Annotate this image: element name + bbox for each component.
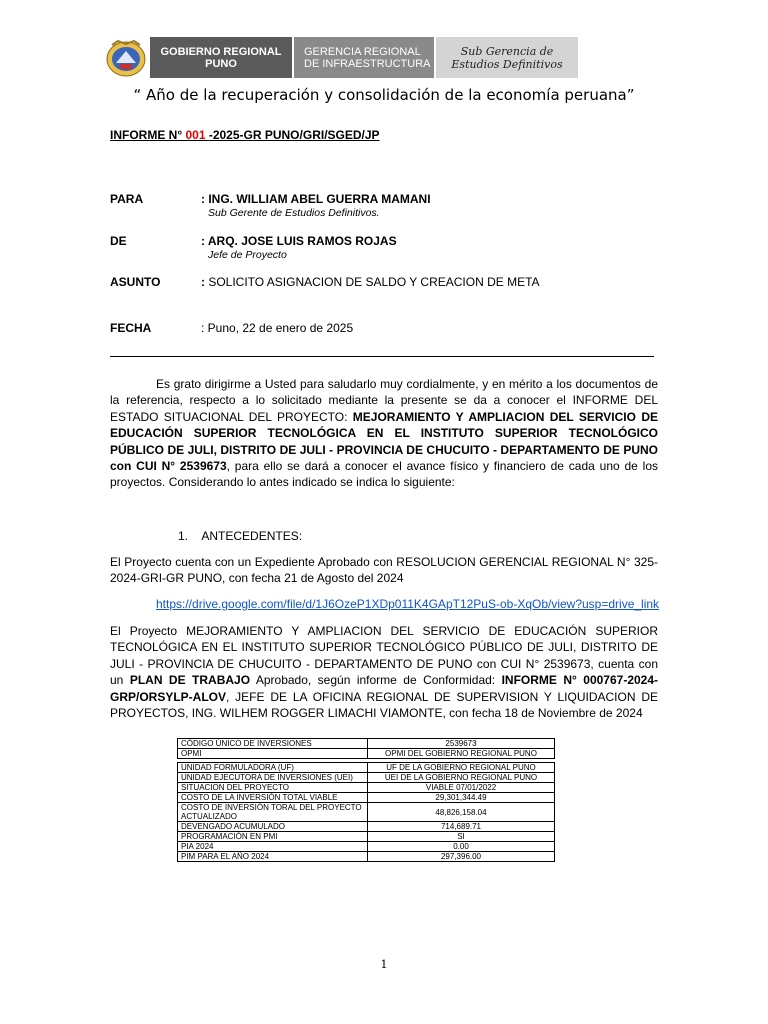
- plan-text-a: El Proyecto MEJORAMIENTO Y AMPLIACION DEL SERVICIO DE EDUCACIÓN SUPERIOR TECNOLÓGICA EN EL INSTITUTO SUPERIOR TECNOLÓGICO PÚBLICO DE JULI, DISTRITO DE JULI - PROVINCIA DE CHUCUITO - DEPARTAMENTO DE PUNO con CUI N° 2539673, cuenta con un: [110, 624, 658, 688]
- table-cell-key: UNIDAD EJECUTORA DE INVERSIONES (UEI): [178, 773, 368, 783]
- para-value: [201, 192, 431, 206]
- intro-text-a: Es grato dirigirme a Usted para saludarlo muy cordialmente, y en mérito a los documentos de la referencia, respecto a lo solicitado mediante la presente se da a conocer el INFORME DEL ESTADO SITUACIONAL DEL PROYECTO:: [110, 377, 658, 424]
- antecedentes-paragraph: El Proyecto cuenta con un Expediente Aprobado con RESOLUCION GERENCIAL REGIONAL N° 325-2024-GRI-GR PUNO, con fecha 21 de Agosto del 2024: [110, 555, 658, 586]
- table-row: [178, 822, 555, 832]
- table-cell-key: UNIDAD FORMULADORA (UF): [178, 763, 368, 773]
- report-title-prefix: INFORME N°: [110, 128, 186, 142]
- table-cell-value: 297,396.00: [368, 852, 555, 862]
- letterhead: [102, 37, 578, 78]
- drive-link[interactable]: https://drive.google.com/file/d/1J6OzeP1XDp011K4GApT12PuS-ob-XqOb/view?usp=drive_link: [156, 597, 660, 611]
- sub-gerencia-block: [436, 37, 578, 78]
- report-title: [110, 128, 380, 142]
- table-cell-value: 714,689.71: [368, 822, 555, 832]
- table-row: [178, 773, 555, 783]
- table-row: [178, 832, 555, 842]
- fecha-label: FECHA: [110, 321, 152, 335]
- gerencia-infraestructura-block: [294, 37, 434, 78]
- header-line: GERENCIA REGIONAL: [304, 45, 421, 58]
- report-title-suffix: -2025-GR PUNO/GRI/SGED/JP: [208, 128, 380, 142]
- project-name-bold: MEJORAMIENTO Y AMPLIACION DEL SERVICIO DE EDUCACIÓN SUPERIOR TECNOLÓGICA EN EL INSTITUTO SUPERIOR TECNOLÓGICO PÚBLICO DE JULI, DISTRITO DE JULI - PROVINCIA DE CHUCUITO - DEPARTAMENTO DE PUNO con CUI N° 2539673: [110, 409, 658, 474]
- table-row: [178, 793, 555, 803]
- table-cell-value: UEI DE LA GOBIERNO REGIONAL PUNO: [368, 773, 555, 783]
- table-row: [178, 852, 555, 862]
- asunto-colon: :: [201, 275, 205, 289]
- de-name: : ARQ. JOSE LUIS RAMOS ROJAS: [201, 234, 397, 248]
- fecha-value: : Puno, 22 de enero de 2025: [201, 321, 354, 335]
- section-title: ANTECEDENTES:: [201, 529, 303, 543]
- table-cell-key: PIA 2024: [178, 842, 368, 852]
- table-cell-key: OPMI: [178, 749, 368, 759]
- table-cell-value: OPMI DEL GOBIERNO REGIONAL PUNO: [368, 749, 555, 759]
- table-cell-value: 0.00: [368, 842, 555, 852]
- table-cell-value: 48,826,158.04: [368, 803, 555, 822]
- table-cell-value: 2539673: [368, 739, 555, 749]
- table-row: [178, 842, 555, 852]
- table-cell-key: DEVENGADO ACUMULADO: [178, 822, 368, 832]
- section-number: 1.: [178, 529, 189, 543]
- table-row: [178, 803, 555, 822]
- table-cell-key: SITUACION DEL PROYECTO: [178, 783, 368, 793]
- page-number: 1: [380, 958, 388, 971]
- plan-text-c: Aprobado, según informe de Conformidad:: [250, 673, 502, 688]
- informe-conformidad-bold: INFORME N° 000767-2024-GRP/ORSYLP-ALOV: [110, 673, 659, 704]
- de-position: Jefe de Proyecto: [208, 249, 287, 261]
- intro-text-c: , para ello se dará a conocer el avance físico y financiero de cada uno de los proyectos. Considerando lo antes indicado se indica lo siguiente:: [110, 459, 658, 490]
- table-row: [178, 783, 555, 793]
- header-line: PUNO: [205, 57, 237, 70]
- asunto-text: SOLICITO ASIGNACION DE SALDO Y CREACION DE META: [205, 275, 540, 289]
- gobierno-regional-block: [150, 37, 292, 78]
- asunto-value: [201, 275, 540, 289]
- report-number: 001: [185, 128, 209, 142]
- table-cell-value: 29,301,344.49: [368, 793, 555, 803]
- plan-text-e: , JEFE DE LA OFICINA REGIONAL DE SUPERVISION Y LIQUIDACION DE PROYECTOS, ING. WILHEM ROGGER LIMACHI VIAMONTE, con fecha 18 de Noviembre de 2024: [110, 689, 658, 721]
- regional-seal-logo: [102, 37, 150, 78]
- header-line: GOBIERNO REGIONAL: [160, 45, 282, 58]
- para-label: PARA: [110, 192, 144, 206]
- table-cell-key: COSTO DE INVERSIÓN TORAL DEL PROYECTO ACTUALIZADO: [178, 803, 368, 822]
- header-line: Estudios Definitivos: [451, 57, 563, 71]
- para-name: : ING. WILLIAM ABEL GUERRA MAMANI: [201, 192, 431, 206]
- table-cell-key: CÓDIGO ÚNICO DE INVERSIONES: [178, 739, 368, 749]
- table-cell-value: SI: [368, 832, 555, 842]
- table-row: [178, 763, 555, 773]
- table-cell-key: COSTO DE LA INVERSIÓN TOTAL VIABLE: [178, 793, 368, 803]
- intro-paragraph: [110, 376, 658, 491]
- table-cell-key: PROGRAMACIÓN EN PMI: [178, 832, 368, 842]
- table-row: [178, 739, 555, 749]
- table-cell-value: UF DE LA GOBIERNO REGIONAL PUNO: [368, 763, 555, 773]
- year-motto: “ Año de la recuperación y consolidación de la economía peruana”: [133, 86, 635, 104]
- section-heading: [178, 529, 302, 543]
- asunto-label: ASUNTO: [110, 275, 161, 289]
- plan-paragraph: [110, 623, 658, 721]
- header-line: Sub Gerencia de: [460, 44, 554, 58]
- plan-de-trabajo-bold: PLAN DE TRABAJO: [129, 673, 251, 688]
- header-line: DE INFRAESTRUCTURA: [304, 57, 431, 70]
- de-label: DE: [110, 234, 127, 248]
- separator-line: [110, 356, 654, 357]
- de-value: [201, 234, 397, 248]
- para-position: Sub Gerente de Estudios Definitivos.: [208, 207, 380, 219]
- table-row: [178, 749, 555, 759]
- table-cell-key: PIM PARA EL AÑO 2024: [178, 852, 368, 862]
- project-data-table: [177, 738, 555, 862]
- table-cell-value: VIABLE 07/01/2022: [368, 783, 555, 793]
